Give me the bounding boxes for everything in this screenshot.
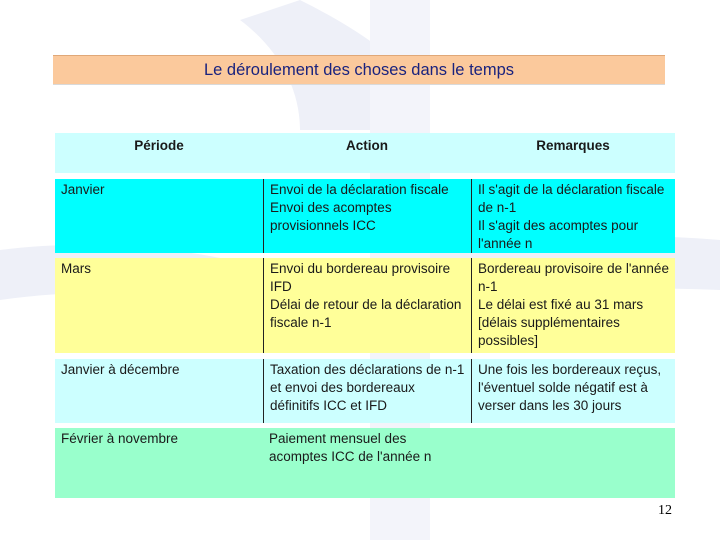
row-action: Taxation des déclarations de n-1 et envoi des bordereaux définitifs ICC et IFD xyxy=(263,359,471,423)
table-row xyxy=(55,179,675,253)
slide-title xyxy=(53,55,665,85)
table-header-row xyxy=(55,133,675,173)
row-remarques: Il s'agit de la déclaration fiscale de n-1 Il s'agit des acomptes pour l'année n xyxy=(471,179,675,253)
row-action: Envoi de la déclaration fiscale Envoi des acomptes provisionnels ICC xyxy=(263,179,471,253)
header-periode: Période xyxy=(134,138,184,153)
row-periode: Mars xyxy=(61,261,91,276)
table-row xyxy=(55,258,675,353)
row-action: Envoi du bordereau provisoire IFD Délai de retour de la déclaration fiscale n-1 xyxy=(263,258,471,353)
table-row xyxy=(55,428,675,498)
row-periode: Janvier xyxy=(61,182,105,197)
row-periode: Février à novembre xyxy=(61,431,179,446)
table-row xyxy=(55,359,675,423)
row-remarques: Bordereau provisoire de l'année n-1 Le délai est fixé au 31 mars [délais supplémentaires possibles] xyxy=(471,258,675,353)
header-remarques: Remarques xyxy=(536,138,610,153)
slide-title-text: Le déroulement des choses dans le temps xyxy=(203,60,515,79)
row-remarques xyxy=(471,428,675,498)
row-remarques: Une fois les bordereaux reçus, l'éventuel solde négatif est à verser dans les 30 jours xyxy=(471,359,675,423)
header-action: Action xyxy=(346,138,388,153)
page-number: 12 xyxy=(658,503,672,518)
row-action: Paiement mensuel des acomptes ICC de l'année n xyxy=(269,431,432,464)
row-periode: Janvier à décembre xyxy=(61,362,180,377)
